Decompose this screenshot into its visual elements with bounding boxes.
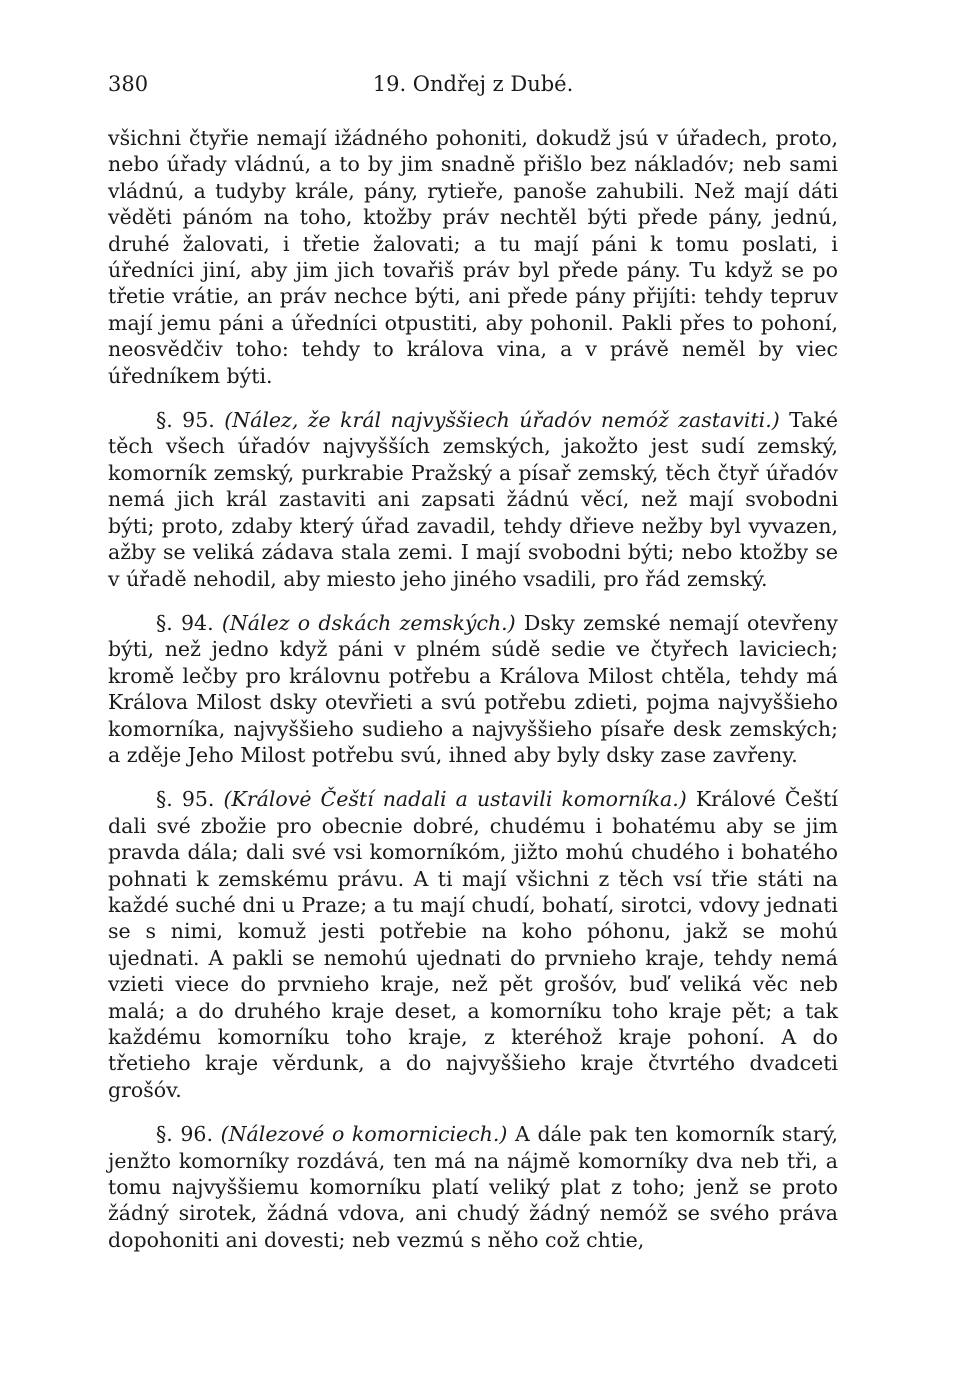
paragraph-text: A dále pak ten komorník starý, jenžto komorníky rozdává, ten má na nájmě komorníky dva neb tři, a tomu najvyššiemu komorníku platí veliký plat z toho; jenž se proto žádný sirotek, žádná vdova, ani chudý žádný nemóž se svého práva dopohoniti ani dovesti; neb vezmú s něho což chtie, (108, 1122, 838, 1252)
section-number: §. 95. (156, 787, 215, 812)
section-number: §. 96. (156, 1122, 213, 1147)
section-title: (Královė Čeští nadali a ustavili komorníka.) (223, 787, 687, 812)
section-number: §. 94. (156, 610, 214, 635)
page-body (108, 125, 838, 1253)
section-paragraph (108, 786, 838, 1103)
page-header (108, 72, 838, 102)
paragraph-text: Králové Čeští dali své zbožie pro obecnie dobré, chudému i bohatému aby se jim pravda dála; dali své vsi komorníkóm, jižto mohú chudého i bohatého pohnati k zemskému právu. A ti mají všichni z těch vsí třie státi na každé suché dni u Praze; a tu mají chudí, bohatí, sirotci, vdovy jednati se s nimi, komuž jesti potřebie na koho póhonu, jakž se mohú ujednati. A pakli se nemohú ujednati do prvnieho kraje, tehdy nemá vzieti viece do prvnieho kraje, než pět grošóv, buď veliká věc neb malá; a do druhého kraje deset, a komorníku toho kraje pět; a tak každému komorníku toho kraje, z kteréhož kraje pohoní. A do třetieho kraje věrdunk, a do najvyššieho kraje čtvrtého dvadceti grošóv. (108, 787, 838, 1102)
section-title: (Nález o dskách zemských.) (221, 610, 516, 635)
running-head: 19. Ondřej z Dubé. (372, 72, 574, 96)
paragraph-continued (108, 125, 838, 389)
section-title: (Nálezové o komorniciech.) (220, 1122, 508, 1147)
section-paragraph (108, 1121, 838, 1253)
section-paragraph (108, 407, 838, 592)
paragraph-text: Dsky zemské nemají otevřeny býti, než jedno když páni v plném súdě sedie ve čtyřech laviciech; kromě lečby pro královnu potřebu a Králova Milost chtěla, tehdy má Králova Milost dsky otevřieti a svú potřebu zdieti, pojma najvyššieho komorníka, najvyššieho sudieho a najvyššieho písaře desk zemských; a zděje Jeho Milost potřebu svú, ihned aby byly dsky zase zavřeny. (108, 610, 838, 767)
section-paragraph (108, 610, 838, 768)
section-number: §. 95. (156, 408, 215, 433)
paragraph-text: všichni čtyřie nemají ižádného pohoniti, dokudž jsú v úřadech, proto, nebo úřady vládnú, a to by jim snadně přišlo bez nákladóv; neb sami vládnú, a tudyby krále, pány, rytieře, panoše zahubili. Než mají dáti věděti pánóm na toho, ktožby práv nechtěl býti přede pány, jednú, druhé žalovati, i třetie žalovati; a tu mají páni k tomu poslati, i úředníci jiní, aby jim jich tovařiš práv byl přede pány. Tu když se po třetie vrátie, an práv nechce býti, ani přede pány přijíti: tehdy tepruv mají jemu páni a úředníci otpustiti, aby pohonil. Pakli přes to pohoní, neosvědčiv toho: tehdy to králova vina, a v právě neměl by viec úředníkem býti. (108, 126, 838, 388)
paragraph-text: Také těch všech úřadóv najvyšších zemských, jakožto jest sudí zemský, komorník zemský, purkrabie Pražský a písař zemský, těch čtyř úřadóv nemá jich král zastaviti ani zapsati žádnú věcí, než mají svobodni býti; proto, zdaby který úřad zavadil, tehdy dřieve nežby byl vyvazen, ažby se veliká zádava stala zemi. I mají svobodni býti; nebo ktožby se v úřadě nehodil, aby miesto jeho jiného vsadili, pro řád zemský. (108, 408, 838, 591)
section-title: (Nález, že král najvyššiech úřadóv nemóž zastaviti.) (224, 408, 780, 433)
page-number: 380 (108, 72, 149, 96)
document-page (108, 72, 838, 1271)
